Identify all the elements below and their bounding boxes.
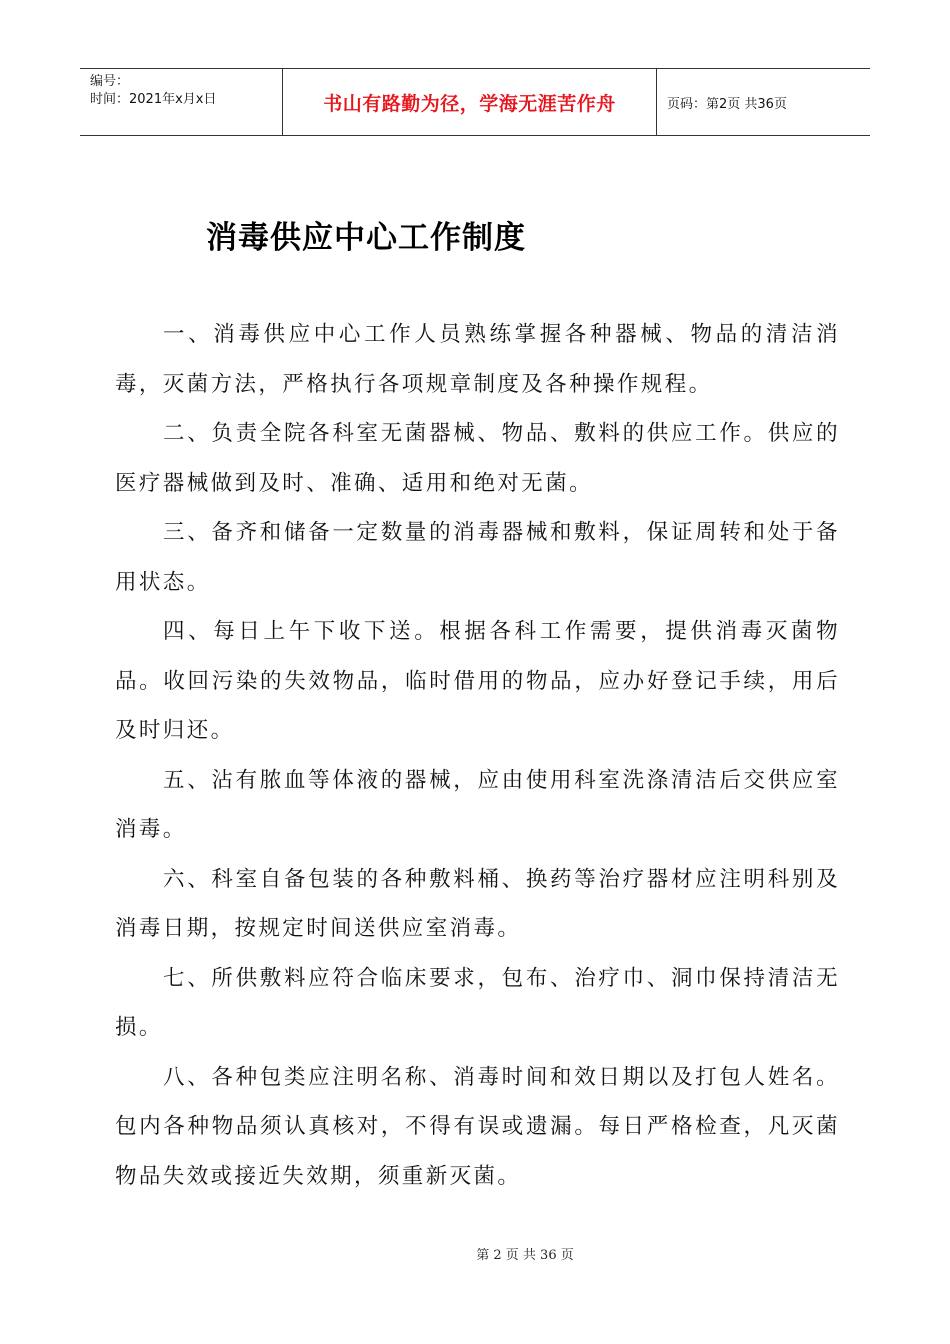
paragraph-6: 六、科室自备包装的各种敷料桶、换药等治疗器材应注明科别及消毒日期，按规定时间送供应室消毒。 — [115, 866, 840, 941]
header-motto-cell — [283, 69, 657, 135]
paragraph-7: 七、所供敷料应符合临床要求，包布、治疗巾、洞巾保持清洁无损。 — [115, 965, 840, 1040]
header-page-info: 页码：第2页 共36页 — [667, 96, 787, 112]
paragraph-1: 一、消毒供应中心工作人员熟练掌握各种器械、物品的清洁消毒，灭菌方法，严格执行各项规章制度及各种操作规程。 — [115, 322, 840, 397]
document-number-label: 编号： — [90, 74, 130, 89]
header-meta-cell — [80, 69, 283, 135]
document-title: 消毒供应中心工作制度 — [206, 220, 526, 256]
page-footer — [0, 1244, 950, 1263]
header-page-cell — [657, 69, 870, 135]
paragraph-2: 二、负责全院各科室无菌器械、物品、敷料的供应工作。供应的医疗器械做到及时、准确、适用和绝对无菌。 — [115, 421, 840, 496]
header-motto: 书山有路勤为径，学海无涯苦作舟 — [323, 92, 616, 115]
paragraph-8: 八、各种包类应注明名称、消毒时间和效日期以及打包人姓名。包内各种物品须认真核对，不得有误或遗漏。每日严格检查，凡灭菌物品失效或接近失效期，须重新灭菌。 — [115, 1064, 840, 1189]
paragraph-4: 四、每日上午下收下送。根据各科工作需要，提供消毒灭菌物品。收回污染的失效物品，临时借用的物品，应办好登记手续，用后及时归还。 — [115, 619, 840, 743]
footer-page-number: 第 2 页 共 36 页 — [476, 1248, 574, 1263]
page-header — [80, 68, 870, 136]
paragraph-5: 五、沾有脓血等体液的器械，应由使用科室洗涤清洁后交供应室消毒。 — [115, 767, 840, 842]
paragraph-3: 三、备齐和储备一定数量的消毒器械和敷料，保证周转和处于备用状态。 — [115, 520, 840, 595]
document-body — [115, 310, 840, 1201]
document-time-label: 时间：2021年x月x日 — [90, 92, 217, 107]
